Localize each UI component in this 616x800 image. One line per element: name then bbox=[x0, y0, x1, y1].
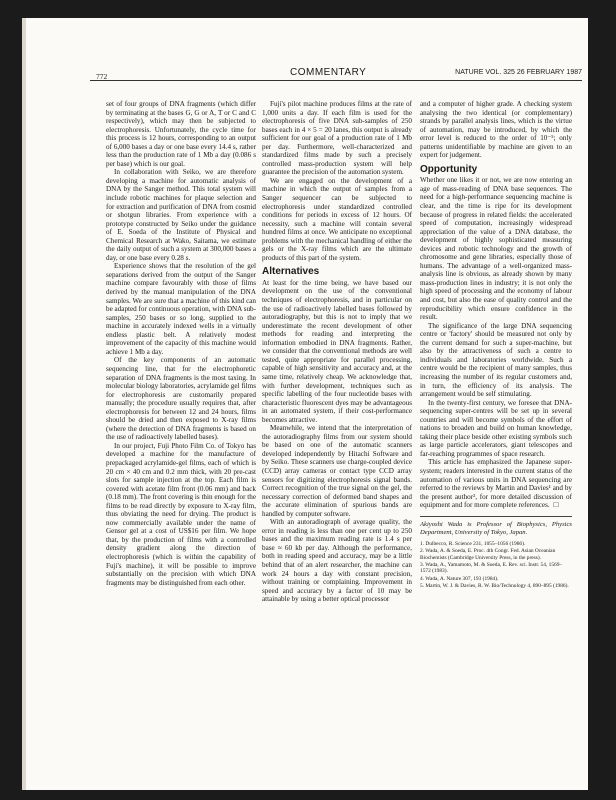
paragraph: set of four groups of DNA fragments (which differ by terminating at the bases G, G or A, T or C and C respectively), which may then be subjected to electrophoresis. Unfortunately, the cycle time for this process is 12 hours, corresponding to an output of 6,000 bases a day or one base every 14.4 s, rather less than the production rate of 1 Mb a day (0.086 s per base) which is our goal. bbox=[106, 100, 256, 168]
paragraph: At least for the time being, we have based our development on the use of the conventional techniques of electrophoresis, and in particular on the use of radioactively labelled bases followed by autoradiography, but this is not to imply that we underestimate the recent development of other methods for reading and interpreting the information embodied in DNA fragments. Rather, we consider that the conventional methods are well tested, quite appropriate for parallel processing, capable of high sensitivity and accuracy and, at the same time, relatively cheap. We acknowledge that, with further development, techniques such as specific labelling of the four nucleotide bases with characteristic fluorescent dyes may be advantageous in an automated system, if their cost-performance becomes attractive. bbox=[262, 278, 412, 424]
page-number: 772 bbox=[96, 72, 108, 81]
paragraph: Meanwhile, we intend that the interpretation of the autoradiography films from our system should be based on one of the automatic scanners developed independently by Hitachi Software and by Seiko. These scanners use charge-coupled device (CCD) array cameras or contact type CCD array sensors for digitizing electrophoresis signal bands. Correct recognition of the true signal on the gel, the necessary correction of deformed band shapes and the accurate elimination of spurious bands are handled by computer software. bbox=[262, 424, 412, 518]
end-mark: □ bbox=[553, 500, 559, 510]
paragraph bbox=[420, 458, 572, 509]
column-2 bbox=[262, 100, 412, 604]
paragraph: In our project, Fuji Photo Film Co. of Tokyo has developed a machine for the manufacture of prepackaged acrylamide-gel films, each of which is 20 cm × 40 cm and 0.2 mm thick, with 20 pre-cast slots for sample injection at the top. Each film is covered with acetate film front (0.06 mm) and back (0.18 mm). The front covering is thin enough for the films to be read directly by exposure to X-ray film, thus obviating the need for drying. The product is now commercially available under the name of Gensor gel at a cost of US$16 per film. We hope that, by the production of films with a controlled density gradient along the direction of electrophoresis (which is within the capability of Fuji's machine), it will be possible to improve substantially on the precision with which DNA fragments may be distinguished from each other. bbox=[106, 441, 256, 587]
reference-item: 3. Wada, A., Yamamoto, M. & Soeda, E. Rev. sci. Instr. 54, 1569–1572 (1983). bbox=[420, 561, 563, 575]
section-title: COMMENTARY bbox=[290, 67, 367, 78]
paragraph: and a computer of higher grade. A checking system analysing the two identical (or complementary) strands by parallel analysis lines, which is the virtue of automation, may be introduced, by which the error level is reduced to the order of 10⁻⁵; only patterns unidentifiable by machine are given to an expert for judgement. bbox=[420, 100, 572, 160]
column-3 bbox=[420, 100, 572, 591]
column-1 bbox=[106, 100, 256, 587]
opportunity-heading: Opportunity bbox=[420, 163, 478, 175]
paragraph: Whether one likes it or not, we are now entering an age of mass-reading of DNA base sequences. The need for a high-performance sequencing machine is clear, and the time is ripe for its development because of progress in related fields: the accelerated speed of computation, increasingly widespread appreciation of the value of a DNA database, the development of highly sophisticated measuring devices and robotic technology and the growth of chromosome and gene libraries, especially those of humans. The advantage of a well-organized mass-analysis line is obvious, as already shown by many mass-production lines in industry; it is not only the high speed of processing and the economy of labour and cost, but also the ease of quality control and the reproducibility which ensure confidence in the result. bbox=[420, 176, 572, 322]
header-rule bbox=[90, 80, 582, 81]
reference-item: 4. Wada, A. Nature 307, 193 (1984). bbox=[420, 575, 499, 582]
alternatives-heading: Alternatives bbox=[262, 266, 320, 278]
paragraph: In collaboration with Seiko, we are therefore developing a machine for automatic analysis of DNA by the Sanger method. This total system will include robotic machines for plaque selection and for extraction and purification of DNA from cosmid or shotgun libraries. From experience with a prototype constructed by Seiko under the guidance of E. Soeda of the Institute of Physical and Chemical Research at Wako, Saitama, we estimate the daily output of such a system at 300,000 bases a day, or one base every 0.28 s. bbox=[106, 168, 256, 262]
paragraph-text: This article has emphasized the Japanese super-system; readers interested in the current status of the automation of various units in DNA sequencing are referred to the reviews by Martin and Davies¹ and by the present author², for more detailed discussion of equipment and for more complete references. bbox=[420, 458, 572, 510]
author-bio: Akiyoshi Wada is Professor of Biophysics, Physics Department, University of Tokyo, Japan. bbox=[420, 516, 572, 537]
journal-page bbox=[22, 18, 588, 790]
reference-list bbox=[420, 541, 572, 590]
page-crease bbox=[22, 18, 26, 790]
journal-info: NATURE VOL. 325 26 FEBRUARY 1987 bbox=[455, 69, 582, 76]
page-header bbox=[90, 66, 582, 86]
paragraph: In the twenty-first century, we foresee that DNA-sequencing super-centres will be set up in several countries and will become symbols of the effort of nations to broaden and build on human knowledge, taking their place beside other existing symbols such as large particle accelerators, giant telescopes and far-reaching programmes of space research. bbox=[420, 398, 572, 458]
reference-item: 2. Wada, A. & Soeda, E. Proc. 4th Congr. Fed. Asian Oceanian Biochemists (Cambridge University Press, in the press). bbox=[420, 548, 556, 561]
reference-item: 5. Martin, W. J. & Davies, R. W. Bio/Technology 4, 890–895 (1986). bbox=[420, 583, 569, 590]
paragraph: We are engaged on the development of a machine in which the output of samples from a Sanger sequencer can be subjected to electrophoresis under standardized controlled conditions for periods in excess of 12 hours. Of necessity, such a machine will contain several hundred films at once. We anticipate no exceptional problems with the mechanical handling of either the gels or the X-ray films which are the ultimate products of this part of the system. bbox=[262, 176, 412, 262]
paragraph: Experience shows that the resolution of the gel separations derived from the output of the Sanger machine compare favourably with those of films derived by the manual manipulation of the DNA samples. We are sure that a machine of this kind can be adapted for continuous operation, with DNA sub-samples, 250 bases or so long, supplied to the machine in accurately indexed wells in a virtually endless plastic belt. A relatively modest improvement of the capacity of this machine would achieve 1 Mb a day. bbox=[106, 262, 256, 356]
paragraph: Of the key components of an automatic sequencing line, that for the electrophoretic separation of DNA fragments is the most taxing. In molecular biology laboratories, acrylamide gel films for electrophoresis are customarily prepared manually; the procedure usually requires that, after electrophoresis for between 12 and 24 hours, films should be dried and then exposed to X-ray films (where the detection of DNA fragments is based on the use of radioactively labelled bases). bbox=[106, 356, 256, 442]
reference-item: 1. Dulbecco, R. Science 231, 1055–1056 (1986). bbox=[420, 540, 526, 547]
paragraph: With an autoradiograph of average quality, the error in reading is less than one per cent up to 250 bases and the maximum reading rate is 1.4 s per base ≈ 60 kb per day. Although the performance, both in reading speed and accuracy, may be a little behind that of an alert researcher, the machine can work 24 hours a day with constant precision, without training or complaining. Improvement in speed and accuracy by a factor of 10 may be attainable by using a better optical processor bbox=[262, 518, 412, 604]
paragraph: Fuji's pilot machine produces films at the rate of 1,000 units a day. If each film is used for the electrophoresis of five DNA sub-samples of 250 bases each in 4 × 5 = 20 lanes, this output is already sufficient for our goal of a production rate of 1 Mb per day. Furthermore, well-characterized and standardized films made by such a precisely controlled mass-production system will help guarantee the precision of the automation system. bbox=[262, 100, 412, 177]
paragraph: The significance of the large DNA sequencing centre or 'factory' should be measured not only by the current demand for such a super-machine, but also by the attractiveness of such a centre to individuals and laboratories worldwide. Such a centre would be the recipient of many samples, thus increasing the number of its regular customers and, in turn, the efficiency of its analysis. The arrangement would be self stimulating. bbox=[420, 321, 572, 399]
